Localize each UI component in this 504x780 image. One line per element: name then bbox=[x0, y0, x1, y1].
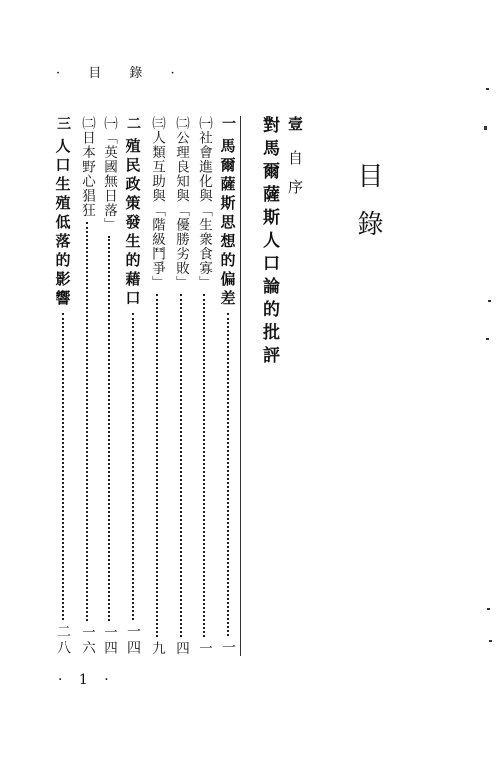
dot-leader bbox=[227, 313, 229, 636]
entry-page: 一 bbox=[196, 640, 212, 656]
dot-leader bbox=[62, 313, 64, 620]
preface-entry bbox=[285, 116, 306, 131]
toc-entry[interactable] bbox=[124, 116, 142, 656]
dot-leader bbox=[156, 294, 158, 637]
entry-page: 一六 bbox=[79, 625, 95, 656]
toc-entry[interactable] bbox=[172, 116, 190, 656]
preface-label-wrap bbox=[285, 150, 306, 208]
toc-entry[interactable] bbox=[54, 116, 72, 656]
entry-label: ㈡日本野心猖狂 bbox=[79, 116, 95, 218]
entry-page: 一四 bbox=[101, 625, 117, 656]
dot-leader bbox=[180, 294, 182, 637]
entry-number: 一 bbox=[220, 116, 236, 130]
entry-label: 殖民政策發生的藉口 bbox=[123, 138, 142, 309]
entry-page: 一四 bbox=[125, 624, 141, 656]
toc-entry[interactable] bbox=[148, 116, 166, 656]
dot-leader bbox=[203, 294, 205, 637]
running-header: · 目 錄 · bbox=[56, 66, 187, 81]
entry-number: 三 bbox=[55, 116, 71, 130]
toc-entry[interactable] bbox=[78, 116, 96, 656]
dot-leader bbox=[86, 222, 88, 622]
entry-label: ㈢人類互助與「階級鬥爭」 bbox=[149, 116, 165, 290]
chapter-heading: 對馬爾薩斯人口論的批評 bbox=[259, 116, 279, 369]
dot-leader bbox=[108, 236, 110, 621]
scan-speck bbox=[486, 88, 489, 90]
scan-speck bbox=[488, 300, 491, 302]
toc-entry[interactable] bbox=[195, 116, 213, 656]
entry-page: 四 bbox=[173, 640, 189, 656]
entry-page: 二八 bbox=[55, 624, 71, 656]
scan-speck bbox=[484, 126, 487, 130]
page-number: · 1 · bbox=[58, 672, 115, 688]
toc-entry[interactable] bbox=[100, 116, 118, 656]
entry-label: ㈠社會進化與「生衆食寡」 bbox=[196, 116, 212, 290]
dot-leader bbox=[132, 313, 134, 620]
entry-page: 一 bbox=[220, 640, 236, 656]
preface-number: 壹 bbox=[286, 116, 304, 131]
entry-label: ㈡公理良知與「優勝劣敗」 bbox=[173, 116, 189, 290]
toc-entry[interactable] bbox=[219, 116, 237, 656]
page-title: 目錄 bbox=[353, 162, 383, 258]
entry-label: ㈠「英國無日落」 bbox=[101, 116, 117, 232]
preface-label: 自序 bbox=[286, 150, 304, 208]
scan-speck bbox=[489, 640, 492, 642]
entry-label: 人口生殖低落的影響 bbox=[53, 138, 72, 309]
scan-speck bbox=[487, 608, 490, 610]
entry-page: 九 bbox=[149, 640, 165, 656]
entry-label: 馬爾薩斯思想的偏差 bbox=[218, 138, 237, 309]
scan-speck bbox=[486, 338, 489, 340]
entry-number: 二 bbox=[125, 116, 141, 130]
divider-line bbox=[240, 116, 241, 656]
